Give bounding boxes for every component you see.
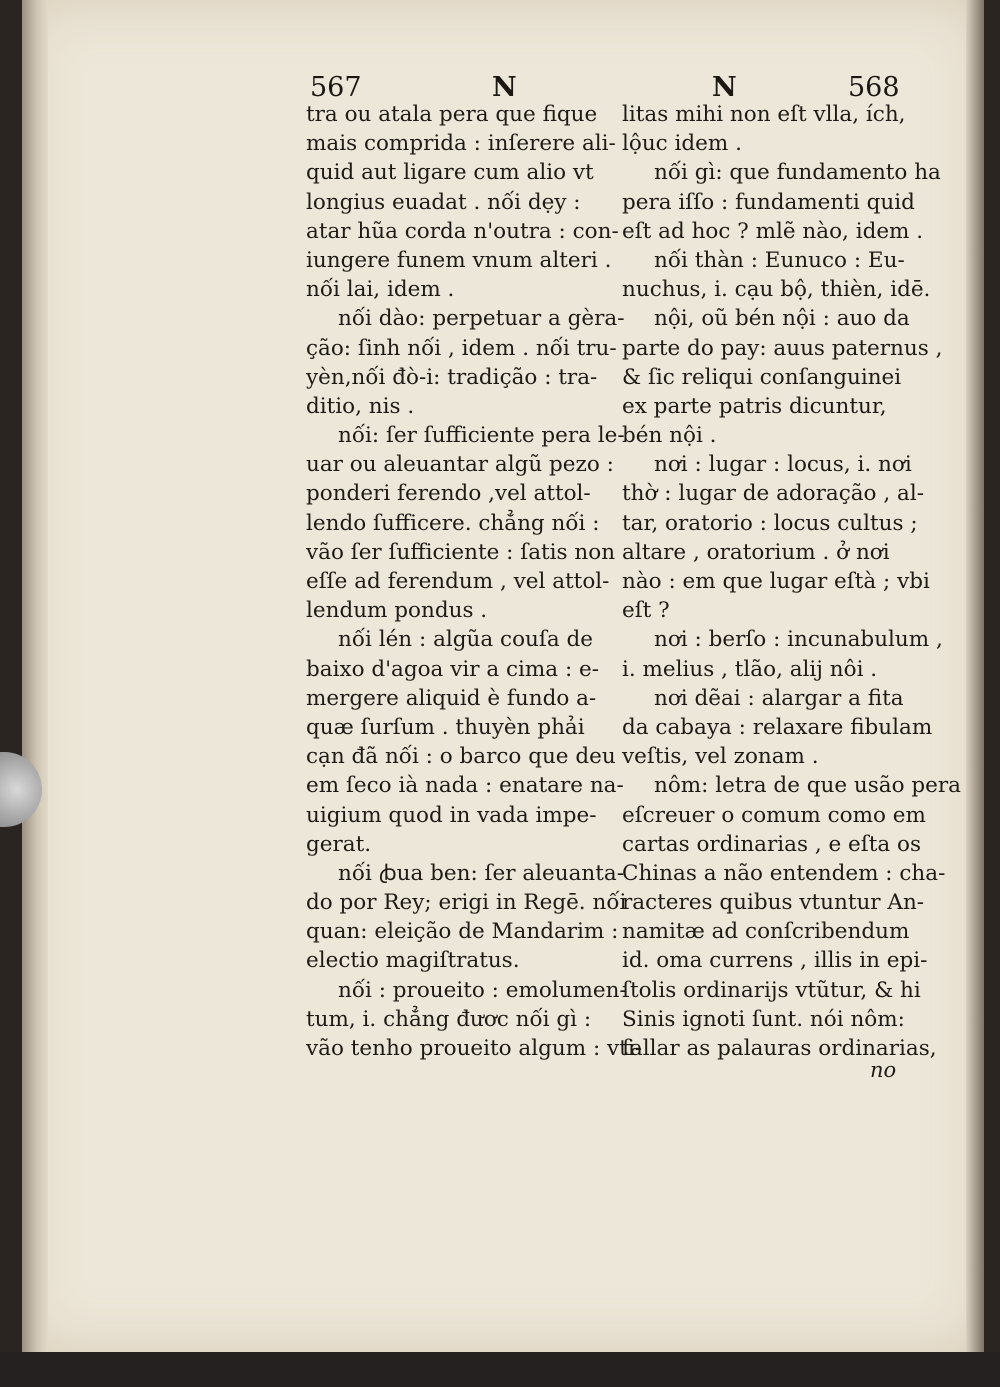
text-line: eſt ? bbox=[622, 598, 670, 624]
entry-start-line: nơi dẽai : alargar a fita bbox=[654, 685, 904, 711]
text-line: eſſe ad ferendum , vel attol- bbox=[306, 569, 610, 594]
text-line: mergere aliquid è fundo a- bbox=[306, 685, 597, 711]
text-line: id. oma currens , illis in epi- bbox=[622, 948, 928, 974]
text-line: tra ou atala pera que fique bbox=[306, 102, 598, 127]
text-line: mais comprida : inſerere ali- bbox=[306, 131, 616, 157]
text-line: iungere funem vnum alteri . bbox=[306, 247, 612, 273]
text-line: quid aut ligare cum alio vt bbox=[306, 160, 594, 186]
text-line: i. melius , tlão, alij nôi . bbox=[622, 656, 878, 682]
text-line: uar ou aleuantar algũ pezo : bbox=[306, 452, 614, 478]
entry-start-line: nơi : lugar : locus, i. nơi bbox=[654, 452, 912, 478]
text-line: baixo d'agoa vir a cima : e- bbox=[306, 656, 600, 682]
entry-start-line: nối gì: que fundamento ha bbox=[654, 160, 941, 186]
page-number-right: 568 bbox=[848, 72, 900, 103]
text-line: litas mihi non eſt vlla, ích, bbox=[622, 102, 906, 127]
text-line: vão tenho proueito algum : vti- bbox=[306, 1036, 642, 1061]
entry-start-line: nối thàn : Eunuco : Eu- bbox=[654, 247, 905, 273]
text-line: nuchus, i. cạu bộ, thièn, idē. bbox=[622, 277, 931, 303]
text-line: gerat. bbox=[306, 831, 372, 857]
text-line: vão ſer ſufficiente : ſatis non bbox=[306, 539, 616, 565]
entry-start-line: nối : proueito : emolumen- bbox=[338, 977, 627, 1003]
text-line: thờ : lugar de adoração , al- bbox=[622, 481, 924, 507]
text-line: tum, i. chẳng đươc nối gì : bbox=[306, 1006, 592, 1032]
header-letter-left: N bbox=[492, 72, 517, 103]
scan-background-band bbox=[0, 1352, 1000, 1387]
text-line: bén nội . bbox=[622, 423, 717, 449]
text-line: uigium quod in vada impe- bbox=[306, 802, 597, 828]
right-text-column bbox=[622, 100, 961, 1063]
text-line: ponderi ferendo ,vel attol- bbox=[306, 481, 591, 507]
text-line: eſcreuer o comum como em bbox=[622, 802, 926, 828]
text-line: quan: eleição de Mandarim : bbox=[306, 919, 619, 945]
text-line: racteres quibus vtuntur An- bbox=[622, 890, 925, 916]
text-line: lendum pondus . bbox=[306, 598, 488, 624]
header-letter-right: N bbox=[712, 72, 737, 103]
entry-start-line: nối ꞗua ben: ſer aleuanta- bbox=[338, 860, 624, 886]
text-line: pera iſſo : fundamenti quid bbox=[622, 189, 915, 215]
left-text-column bbox=[306, 100, 642, 1063]
page-gutter-edge bbox=[22, 0, 48, 1352]
page-right-edge bbox=[966, 0, 984, 1352]
catchword: no bbox=[870, 1058, 897, 1082]
text-line: Chinas a não entendem : cha- bbox=[622, 860, 946, 886]
entry-start-line: nối lén : algũa couſa de bbox=[338, 627, 593, 653]
text-line: lộuc idem . bbox=[622, 131, 742, 157]
text-line: ção: ſinh nối , idem . nối tru- bbox=[306, 335, 617, 361]
text-line: Sinis ignoti ſunt. nói nôm: bbox=[622, 1006, 905, 1032]
book-page bbox=[22, 0, 984, 1352]
entry-start-line: nội, oũ bén nội : auo da bbox=[654, 306, 910, 332]
entry-start-line: nôm: letra de que usão pera bbox=[654, 773, 961, 799]
entry-start-line: nơi : berſo : incunabulum , bbox=[654, 627, 943, 653]
text-line: quæ ſurſum . thuyèn phải bbox=[306, 714, 585, 740]
entry-start-line: nối: ſer ſufficiente pera le- bbox=[338, 423, 625, 449]
page-number-left: 567 bbox=[310, 72, 362, 103]
text-line: em ſeco ià nada : enatare na- bbox=[306, 773, 624, 799]
text-line: nào : em que lugar eſtà ; vbi bbox=[622, 569, 930, 594]
text-line: electio magiſtratus. bbox=[306, 948, 520, 974]
text-line: yèn,nối đò-i: tradição : tra- bbox=[306, 364, 598, 390]
text-line: parte do pay: auus paternus , bbox=[622, 335, 943, 361]
text-line: & ſic reliqui conſanguinei bbox=[622, 364, 902, 390]
text-line: do por Rey; erigi in Regē. nối bbox=[306, 890, 627, 916]
text-line: nối lai, idem . bbox=[306, 277, 455, 303]
text-line: eſt ad hoc ? mlẽ nào, idem . bbox=[622, 218, 924, 244]
text-line: ſtolis ordinarijs vtũtur, & hi bbox=[622, 977, 921, 1003]
entry-start-line: nối dào: perpetuar a gèra- bbox=[338, 306, 625, 332]
text-line: lendo ſufficere. chẳng nối : bbox=[306, 510, 600, 536]
text-line: tar, oratorio : locus cultus ; bbox=[622, 510, 918, 536]
text-line: cạn đã nối : o barco que deu bbox=[306, 744, 616, 770]
text-line: ditio, nis . bbox=[306, 393, 415, 419]
text-line: altare , oratorium . ở nơi bbox=[622, 539, 890, 565]
text-line: namitæ ad conſcribendum bbox=[622, 919, 910, 945]
text-line: cartas ordinarias , e eſta os bbox=[622, 831, 922, 857]
text-line: veſtis, vel zonam . bbox=[622, 744, 819, 770]
text-line: longius euadat . nối dẹy : bbox=[306, 189, 581, 215]
text-line: da cabaya : relaxare fibulam bbox=[622, 714, 933, 740]
text-line: fallar as palauras ordinarias, bbox=[622, 1036, 937, 1061]
text-line: atar hũa corda n'outra : con- bbox=[306, 218, 619, 244]
text-line: ex parte patris dicuntur, bbox=[622, 393, 887, 419]
